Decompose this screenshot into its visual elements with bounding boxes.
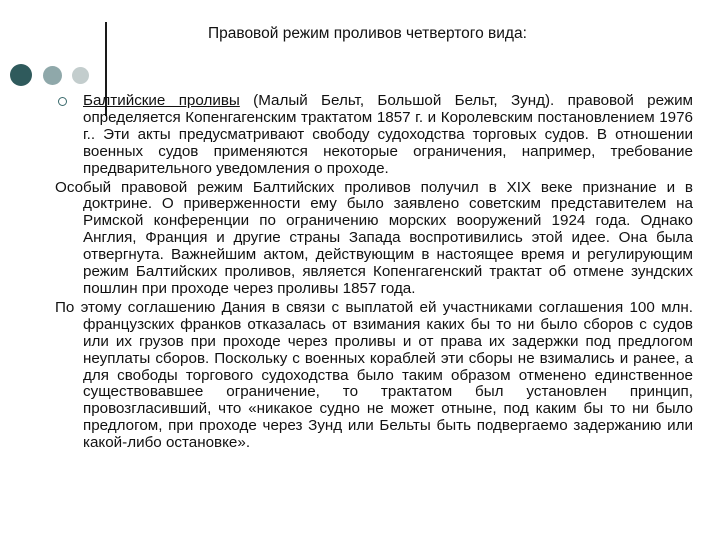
baltic-straits-term: Балтийские проливы [83,92,240,109]
paragraph-special-regime: Особый правовой режим Балтийских проливов получил в XIX веке признание и в доктрине. О приверженности ему было заявлено советским представителем на Римской конференции по ограничению морских вооружений 1924 года. Однако Англия, Франция и другие страны Запада воспротивились этой идее. Она была отвергнута. Важнейшим актом, действующим в настоящее время и регулирующим режим Балтийских проливов, является Копенгагенский трактат об отмене зундских пошлин при проходе через проливы 1857 года. [55,178,693,297]
slide-title: Правовой режим проливов четвертого вида: [208,25,527,42]
ring-bullet-icon [58,97,67,106]
paragraph-1-text: (Малый Бельт, Большой Бельт, Зунд). правовой режим определяется Копенгагенским трактатом 1857 г. и Королевским постановлением 1976 г.. Эти акты предусматривают свободу судоходства торговых судов. В отношении военных судов применяются некоторые ограничения, например, требование предварительного уведомления о проходе. [83,92,693,177]
slide-content [55,93,693,454]
paragraph-baltic-straits [55,93,693,178]
paragraph-agreement: По этому соглашению Дания в связи с выплатой ей участниками соглашения 100 млн. французских франков отказалась от взимания каких бы то ни было сборов с судов или их грузов при проходе через проливы и от права их задержки под предлогом неуплаты сборов. Поскольку с военных кораблей эти сборы не взимались и ранее, а для свободы торгового судоходства было таким образом отменено единственное существовавшее ограничение, то трактатом был установлен принцип, провозгласивший, что «никакое судно не может отныне, под каким бы то ни было предлогом, при проходе через Зунд или Бельты быть подвергаемо задержанию или какой-либо остановке». [55,298,693,452]
dot-dark-icon [10,64,32,86]
dot-light-icon [72,67,89,84]
dot-mid-icon [43,66,62,85]
